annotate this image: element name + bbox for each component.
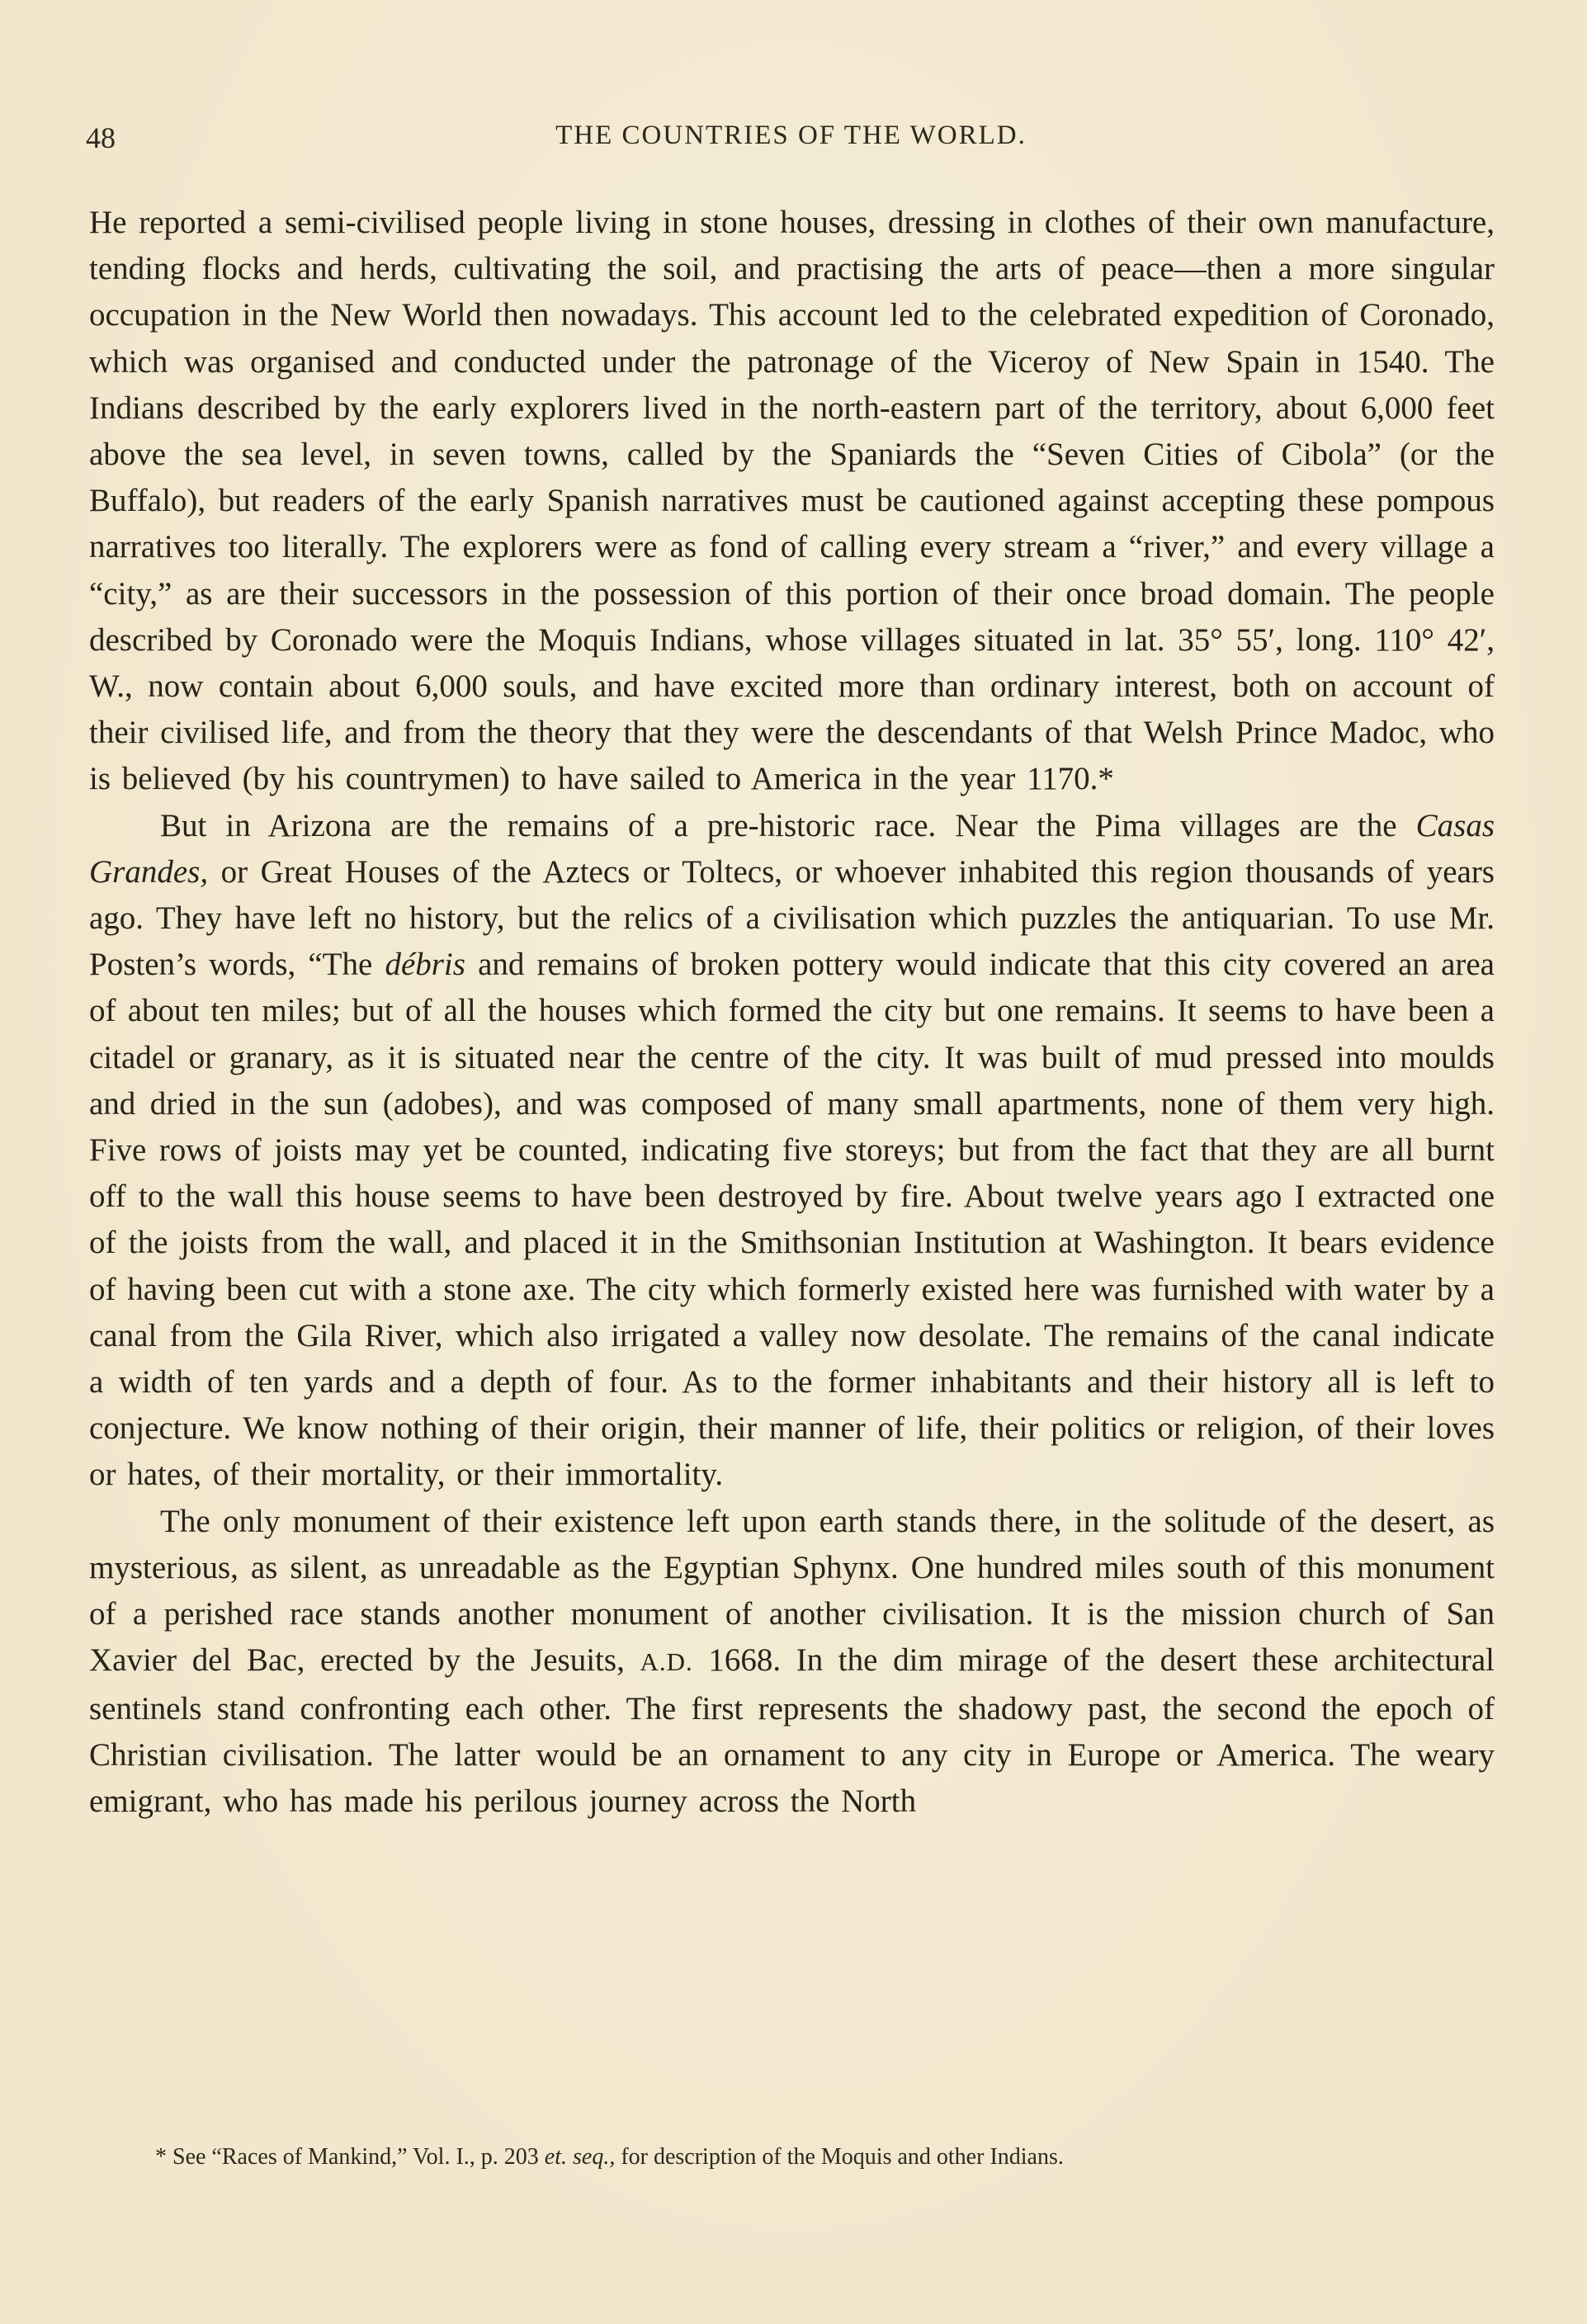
page-number: 48 — [86, 121, 116, 154]
paragraph-2 — [89, 803, 1495, 1499]
paragraph-3 — [89, 1499, 1495, 1825]
paragraph-2-text-c: and remains of broken pottery would indicate that this city covered an area of about ten miles; but of all the houses which formed the city but one remains. It seems to have been a citadel or granary, as it is situated near the centre of the city. It was built of mud pressed into moulds and dried in the sun (adobes), and was composed of many small apartments, none of them very high. Five rows of joists may yet be counted, indicating five storeys; but from the fact that they are all burnt off to the wall this house seems to have been destroyed by fire. About twelve years ago I extracted one of the joists from the wall, and placed it in the Smithsonian Institution at Washington. It bears evidence of having been cut with a stone axe. The city which formerly existed here was furnished with water by a canal from the Gila River, which also irrigated a valley now desolate. The remains of the canal indicate a width of ten yards and a depth of four. As to the former inhabitants and their history all is left to conjecture. We know nothing of their origin, their manner of life, their politics or religion, of their loves or hates, of their mortality, or their immortality. — [89, 947, 1495, 1493]
paragraph-2-text-a: But in Arizona are the remains of a pre-historic race. Near the Pima villages are the — [160, 807, 1416, 843]
body-text — [89, 200, 1495, 1825]
footnote-text-b: for description of the Moquis and other Indians. — [615, 2144, 1064, 2170]
running-head — [86, 120, 1496, 158]
footnote-text-a: * See “Races of Mankind,” Vol. I., p. 203 — [155, 2144, 545, 2170]
footnote — [155, 2142, 1492, 2172]
paragraph-1: He reported a semi-civilised people living in stone houses, dressing in clothes of their own manufacture, tending flocks and herds, cultivating the soil, and practising the arts of peace—then a more singular occupation in the New World then nowadays. This account led to the celebrated expedition of Coronado, which was organised and conducted under the patronage of the Viceroy of New Spain in 1540. The Indians described by the early explorers lived in the north-eastern part of the territory, about 6,000 feet above the sea level, in seven towns, called by the Spaniards the “Seven Cities of Cibola” (or the Buffalo), but readers of the early Spanish narratives must be cautioned against accepting these pompous narratives too literally. The explorers were as fond of calling every stream a “river,” and every village a “city,” as are their successors in the possession of this portion of their once broad domain. The people described by Coronado were the Moquis Indians, whose villages situated in lat. 35° 55′, long. 110° 42′, W., now contain about 6,000 souls, and have excited more than ordinary interest, both on account of their civilised life, and from the theory that they were the descendants of that Welsh Prince Madoc, who is believed (by his countrymen) to have sailed to America in the year 1170.* — [89, 205, 1495, 797]
debris-italic: débris — [385, 947, 465, 983]
anno-domini-small-caps: A.D. — [640, 1647, 693, 1677]
paragraph-3-text-a: The only monument of their existence left upon earth stands there, in the solitude of the desert, as mysterious, as silent, as unreadable as the Egyptian Sphynx. One hundred miles south of this monument of a perished race stands another monument of another civilisation. It is the mission church of San Xavier del Bac, erected by the Jesuits, — [89, 1503, 1495, 1679]
casas-grandes-italic: Casas Grandes, — [89, 807, 1495, 890]
paragraph-2-text-b: or Great Houses of the Aztecs or Toltecs, or whoever inhabited this region thousands of years ago. They have left no history, but the relics of a civilisation which puzzles the antiquarian. To use Mr. Posten’s words, “The — [89, 853, 1495, 983]
paragraph-3-text-b: 1668. In the dim mirage of the desert these architectural sentinels stand confronting each other. The first represents the shadowy past, the second the epoch of Christian civilisation. The latter would be an ornament to any city in Europe or America. The weary emigrant, who has made his perilous journey across the North — [89, 1642, 1495, 1819]
footnote-et-seq-italic: et. seq., — [544, 2144, 616, 2170]
running-title: THE COUNTRIES OF THE WORLD. — [555, 120, 1027, 150]
